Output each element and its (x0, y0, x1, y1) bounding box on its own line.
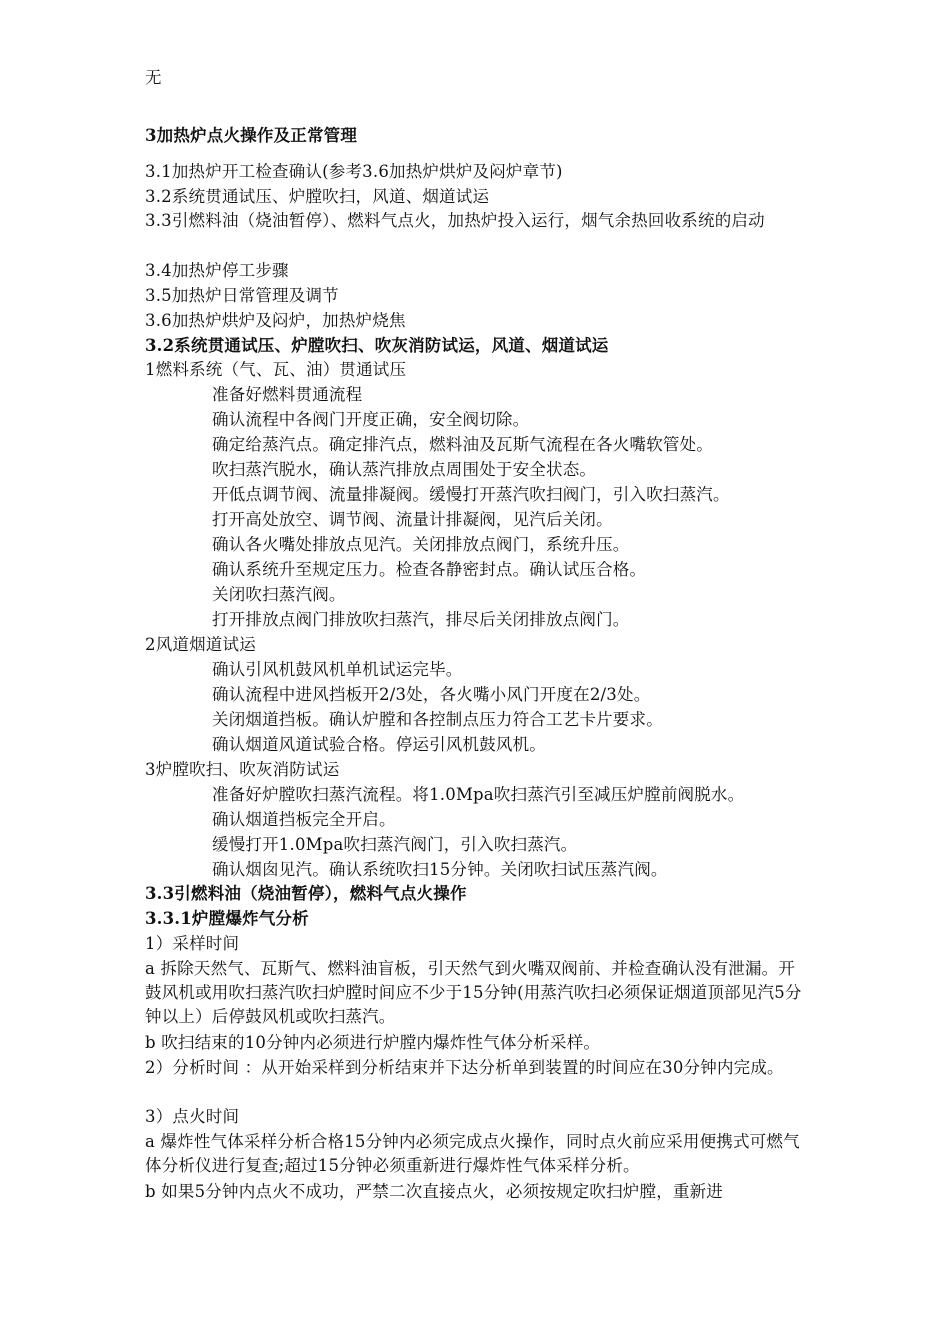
toc-item-3-1: 3.1加热炉开工检查确认(参考3.6加热炉烘炉及闷炉章节) (145, 162, 563, 181)
purge-step: 确认烟囱见汽。确认系统吹扫15分钟。关闭吹扫试压蒸汽阀。 (212, 860, 668, 879)
toc-item-3-3: 3.3引燃料油（烧油暂停）、燃料气点火，加热炉投入运行，烟气余热回收系统的启动 (145, 211, 765, 230)
ignition-time-title: 3）点火时间 (145, 1107, 240, 1126)
sampling-time-title: 1）采样时间 (145, 934, 240, 953)
section-3-2-title: 3.2系统贯通试压、炉膛吹扫、吹灰消防试运，风道、烟道试运 (145, 336, 609, 355)
toc-item-3-6: 3.6加热炉烘炉及闷炉，加热炉烧焦 (145, 311, 406, 330)
duct-step: 确认引风机鼓风机单机试运完毕。 (212, 660, 463, 679)
section-3-3-1-title: 3.3.1炉膛爆炸气分析 (145, 909, 309, 928)
duct-step: 确认烟道风道试验合格。停运引风机鼓风机。 (212, 735, 546, 754)
ignition-item-b: b 如果5分钟内点火不成功，严禁二次直接点火，必须按规定吹扫炉膛，重新进 (145, 1182, 724, 1201)
fuel-step: 打开排放点阀门排放吹扫蒸汽，排尽后关闭排放点阀门。 (212, 610, 630, 629)
fuel-step: 确认各火嘴处排放点见汽。关闭排放点阀门，系统升压。 (212, 535, 630, 554)
duct-step: 关闭烟道挡板。确认炉膛和各控制点压力符合工艺卡片要求。 (212, 710, 663, 729)
purge-step: 准备好炉膛吹扫蒸汽流程。将1.0Mpa吹扫蒸汽引至减压炉膛前阀脱水。 (212, 785, 745, 804)
toc-item-3-5: 3.5加热炉日常管理及调节 (145, 286, 339, 305)
subsection-duct-title: 2风道烟道试运 (145, 635, 256, 654)
fuel-step: 吹扫蒸汽脱水，确认蒸汽排放点周围处于安全状态。 (212, 460, 597, 479)
toc-item-3-4: 3.4加热炉停工步骤 (145, 261, 289, 280)
fuel-step: 开低点调节阀、流量排凝阀。缓慢打开蒸汽吹扫阀门，引入吹扫蒸汽。 (212, 485, 730, 504)
sampling-item-a: a 拆除天然气、瓦斯气、燃料油盲板，引天然气到火嘴双阀前、并检查确认没有泄漏。开鼓风机或用吹扫蒸汽吹扫炉膛时间应不少于15分钟(用蒸汽吹扫必须保证烟道顶部见汽5分钟以上）后停鼓风机或吹扫蒸汽。 (145, 959, 802, 1026)
duct-step: 确认流程中进风挡板开2/3处，各火嘴小风门开度在2/3处。 (212, 685, 651, 704)
sampling-item-b: b 吹扫结束的10分钟内必须进行炉膛内爆炸性气体分析采样。 (145, 1033, 601, 1052)
fuel-step: 确定给蒸汽点。确定排汽点，燃料油及瓦斯气流程在各火嘴软管处。 (212, 435, 713, 454)
ignition-item-a: a 爆炸性气体采样分析合格15分钟内必须完成点火操作，同时点火前应采用便携式可燃气体分析仪进行复查;超过15分钟必须重新进行爆炸性气体采样分析。 (145, 1132, 800, 1175)
fuel-step: 确认系统升至规定压力。检查各静密封点。确认试压合格。 (212, 560, 647, 579)
fuel-step: 打开高处放空、调节阀、流量计排凝阀，见汽后关闭。 (212, 510, 613, 529)
section-3-3-title: 3.3引燃料油（烧油暂停），燃料气点火操作 (145, 884, 467, 903)
purge-step: 缓慢打开1.0Mpa吹扫蒸汽阀门，引入吹扫蒸汽。 (212, 835, 578, 854)
fuel-step: 确认流程中各阀门开度正确，安全阀切除。 (212, 410, 530, 429)
toc-item-3-2: 3.2系统贯通试压、炉膛吹扫，风道、烟道试运 (145, 187, 490, 206)
fuel-step: 关闭吹扫蒸汽阀。 (212, 585, 346, 604)
subsection-fuel-title: 1燃料系统（气、瓦、油）贯通试压 (145, 360, 407, 379)
analysis-time: 2）分析时间 ：从开始采样到分析结束并下达分析单到装置的时间应在30分钟内完成。 (145, 1058, 784, 1077)
page-header: 无 (145, 68, 162, 87)
fuel-step: 准备好燃料贯通流程 (212, 385, 363, 404)
section-3-title: 3加热炉点火操作及正常管理 (145, 126, 358, 145)
purge-step: 确认烟道挡板完全开启。 (212, 810, 396, 829)
subsection-purge-title: 3炉膛吹扫、吹灰消防试运 (145, 760, 340, 779)
